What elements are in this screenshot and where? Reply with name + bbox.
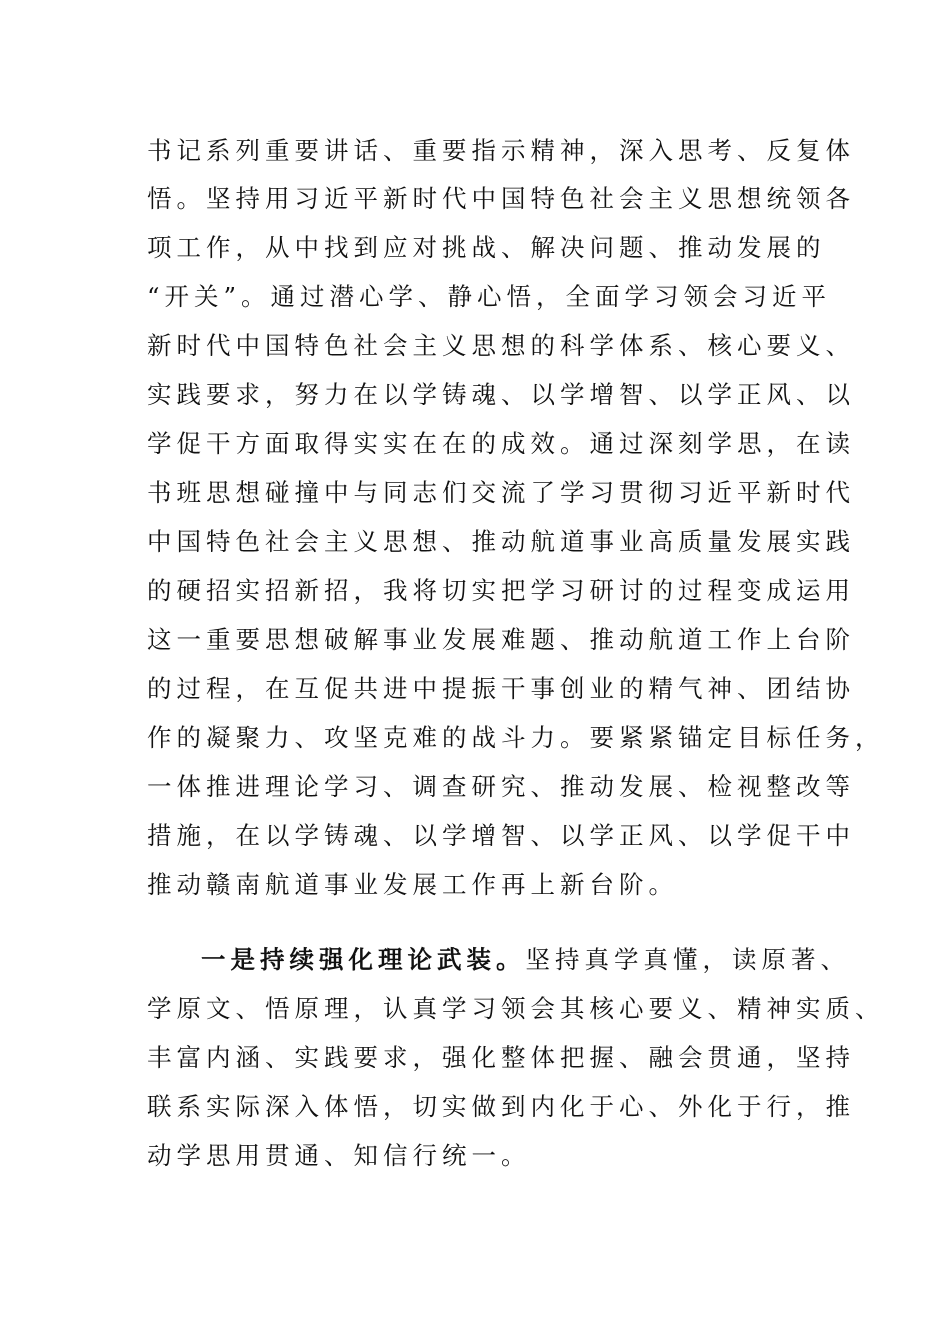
- text-line: 项工作，从中找到应对挑战、解决问题、推动发展的: [147, 233, 826, 262]
- section-heading: 一是持续强化理论武装。: [201, 945, 526, 974]
- text-line: 一体推进理论学习、调查研究、推动发展、检视整改等: [147, 772, 855, 801]
- text-line: 中国特色社会主义思想、推动航道事业高质量发展实践: [147, 527, 855, 556]
- text-line: 丰富内涵、实践要求，强化整体把握、融会贯通，坚持: [147, 1043, 855, 1072]
- text-line: 推动赣南航道事业发展工作再上新台阶。: [147, 870, 678, 899]
- text-line: 的过程，在互促共进中提振干事创业的精气神、团结协: [147, 674, 855, 703]
- text-line: 作的凝聚力、攻坚克难的战斗力。要紧紧锚定目标任务，: [147, 723, 885, 752]
- text-line: 联系实际深入体悟，切实做到内化于心、外化于行，推: [147, 1092, 855, 1121]
- text-line: 措施，在以学铸魂、以学增智、以学正风、以学促干中: [147, 821, 855, 850]
- text-line: 书记系列重要讲话、重要指示精神，深入思考、反复体: [147, 136, 855, 165]
- text-line: 悟。坚持用习近平新时代中国特色社会主义思想统领各: [147, 184, 855, 213]
- text-line: 新时代中国特色社会主义思想的科学体系、核心要义、: [147, 331, 855, 360]
- text-line: 这一重要思想破解事业发展难题、推动航道工作上台阶: [147, 625, 855, 654]
- text-line: “开关”。通过潜心学、静心悟，全面学习领会习近平: [147, 282, 832, 311]
- text-line: 学原文、悟原理，认真学习领会其核心要义、精神实质、: [147, 994, 885, 1023]
- heading-continuation: 坚持真学真懂，读原著、: [525, 945, 850, 974]
- text-line: [201, 944, 850, 976]
- text-line: 动学思用贯通、知信行统一。: [147, 1141, 531, 1170]
- text-line: 学促干方面取得实实在在的成效。通过深刻学思，在读: [147, 429, 855, 458]
- text-line: 书班思想碰撞中与同志们交流了学习贯彻习近平新时代: [147, 478, 855, 507]
- text-line: 的硬招实招新招，我将切实把学习研讨的过程变成运用: [147, 576, 855, 605]
- text-line: 实践要求，努力在以学铸魂、以学增智、以学正风、以: [147, 380, 855, 409]
